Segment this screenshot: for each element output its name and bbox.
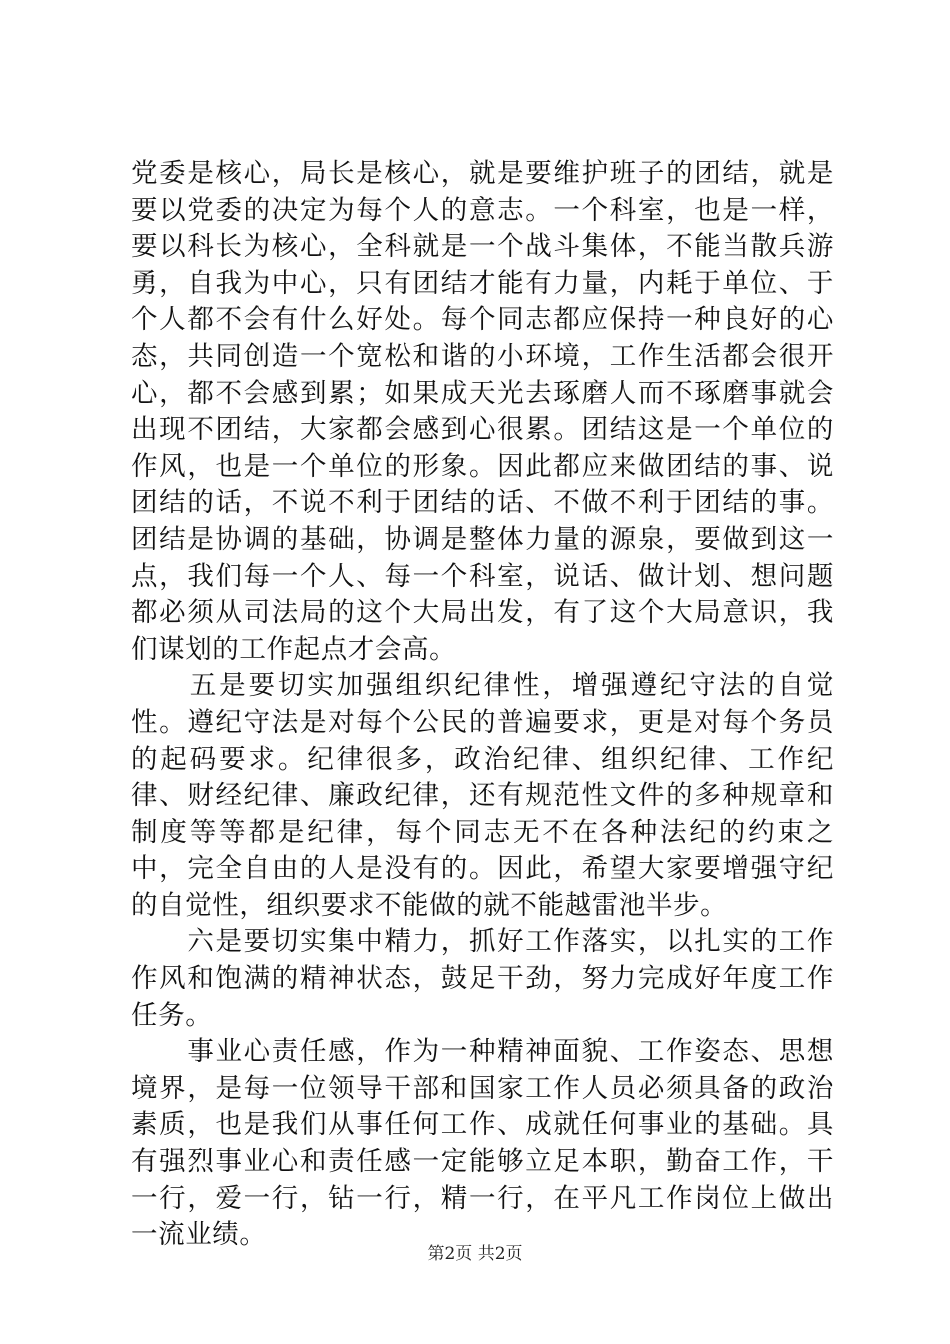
paragraph-responsibility: 事业心责任感，作为一种精神面貌、工作姿态、思想境界，是每一位领导干部和国家工作人员必须具备的政治素质，也是我们从事任何工作、成就任何事业的基础。具有强烈事业心和责任感一定能够立足本职，勤奋工作，干一行，爱一行，钻一行，精一行，在平凡工作岗位上做出一流业绩。 [131,1036,834,1251]
paragraph-focus: 六是要切实集中精力，抓好工作落实，以扎实的工作作风和饱满的精神状态，鼓足干劲，努力完成好年度工作任务。 [131,926,834,1031]
paragraph-unity: 党委是核心，局长是核心，就是要维护班子的团结，就是要以党委的决定为每个人的意志。一个科室，也是一样，要以科长为核心，全科就是一个战斗集体，不能当散兵游勇，自我为中心，只有团结才能有力量，内耗于单位、于个人都不会有什么好处。每个同志都应保持一种良好的心态，共同创造一个宽松和谐的小环境，工作生活都会很开心，都不会感到累；如果成天光去琢磨人而不琢磨事就会出现不团结，大家都会感到心很累。团结这是一个单位的作风，也是一个单位的形象。因此都应来做团结的事、说团结的话，不说不利于团结的话、不做不利于团结的事。团结是协调的基础，协调是整体力量的源泉，要做到这一点，我们每一个人、每一个科室，说话、做计划、想问题都必须从司法局的这个大局出发，有了这个大局意识，我们谋划的工作起点才会高。 [131,158,834,665]
document-body [131,156,834,1254]
page-number-footer: 第2页 共2页 [427,1244,523,1264]
paragraph-discipline: 五是要切实加强组织纪律性，增强遵纪守法的自觉性。遵纪守法是对每个公民的普遍要求，更是对每个务员的起码要求。纪律很多，政治纪律、组织纪律、工作纪律、财经纪律、廉政纪律，还有规范性文件的多种规章和制度等等都是纪律，每个同志无不在各种法纪的约束之中，完全自由的人是没有的。因此，希望大家要增强守纪的自觉性，组织要求不能做的就不能越雷池半步。 [131,670,834,921]
